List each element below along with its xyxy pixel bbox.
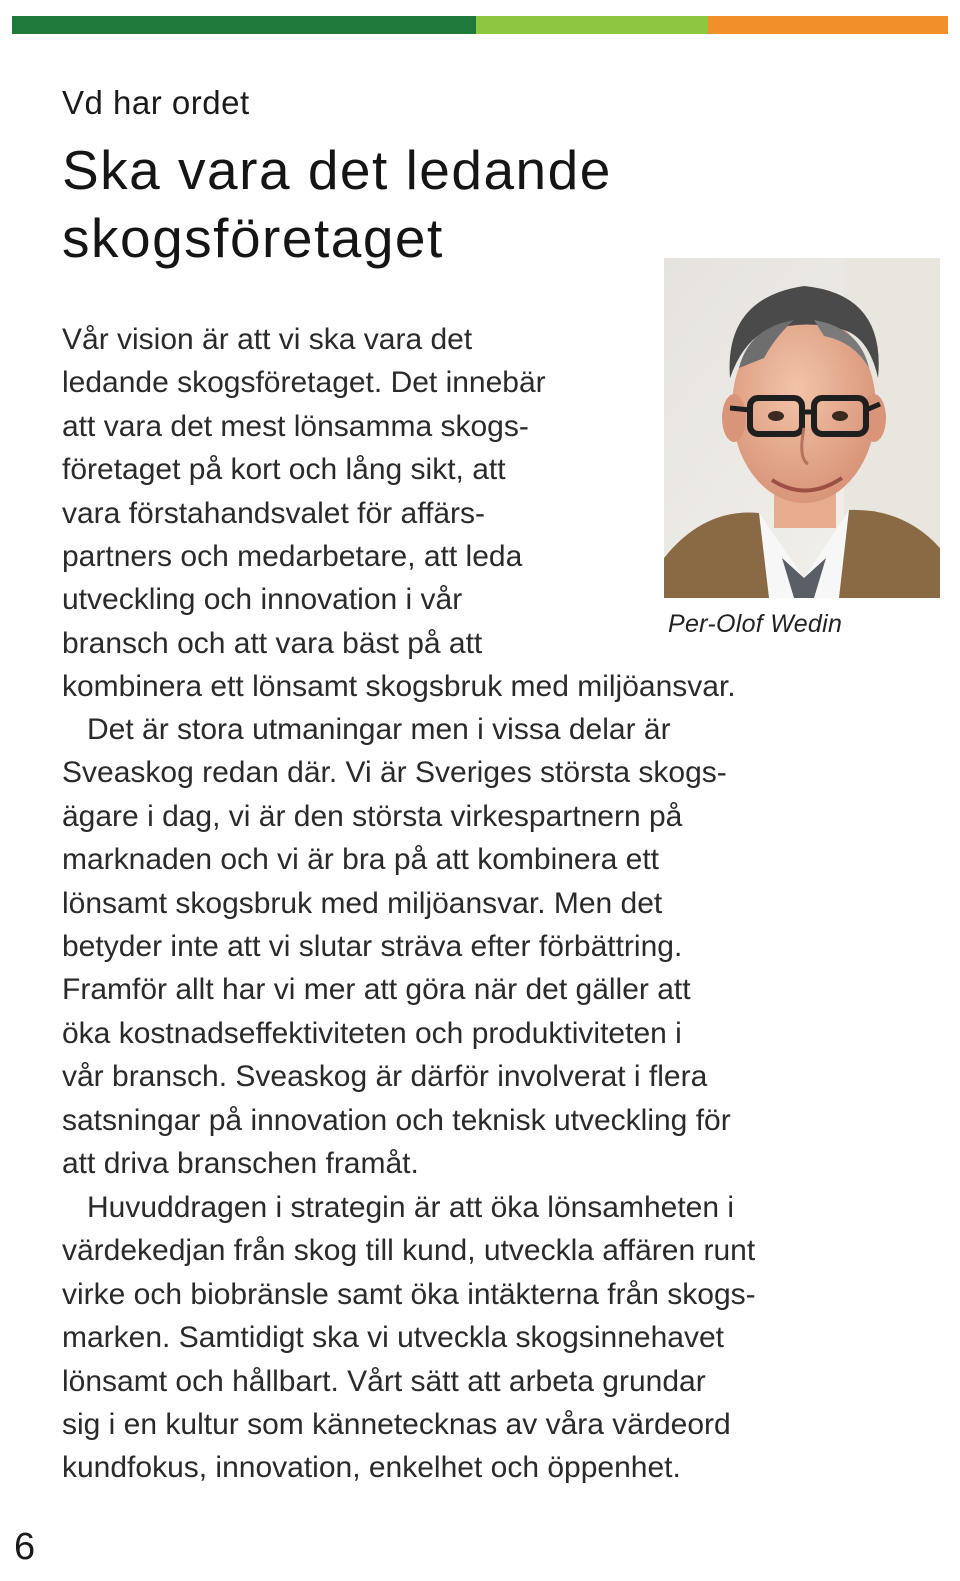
section-kicker: Vd har ordet xyxy=(62,84,250,121)
color-bar-light-green xyxy=(476,16,708,34)
photo-caption: Per-Olof Wedin xyxy=(668,610,843,638)
color-bar-orange xyxy=(708,16,948,34)
paragraph-strategy: Huvuddragen i strategin är att öka lönsamheten i värdekedjan från skog till kund, utveckla affären runt virke och biobränsle samt öka intäkterna från skogs- marken. Samtidigt ska vi utveckla skogsinnehavet lönsamt och hållbart. Vårt sätt att arbeta grundar sig i en kultur som kännetecknas av våra värdeord kundfokus, innovation, enkelhet och öppenhet. xyxy=(62,1191,756,1485)
headline: Ska vara det ledande skogsföretaget xyxy=(62,139,612,269)
page-number: 6 xyxy=(14,1526,36,1568)
top-color-bar xyxy=(12,16,948,34)
paragraph-challenges: Det är stora utmaningar men i vissa delar är Sveaskog redan där. Vi är Sveriges största skogs- ägare i dag, vi är den största virkespartnern på marknaden och vi är bra på att kombinera ett lönsamt skogsbruk med miljöansvar. Men det betyder inte att vi slutar sträva efter förbättring. Framför allt har vi mer att göra när det gäller att öka kostnadseffektiviteten och produktiviteten i vår bransch. Sveaskog är därför involverat i flera satsningar på innovation och teknisk utveckling för att driva branschen framåt. xyxy=(62,713,731,1181)
color-bar-dark-green xyxy=(12,16,476,34)
paragraph-vision: Vår vision är att vi ska vara det ledande skogsföretaget. Det innebär att vara det mest lönsamma skogs- företaget på kort och lång sikt, att vara förstahandsvalet för affärs- partners och medarbetare, att leda utveckling och innovation i vår bransch och att vara bäst på att kombinera ett lönsamt skogsbruk med miljöansvar. xyxy=(62,323,736,704)
